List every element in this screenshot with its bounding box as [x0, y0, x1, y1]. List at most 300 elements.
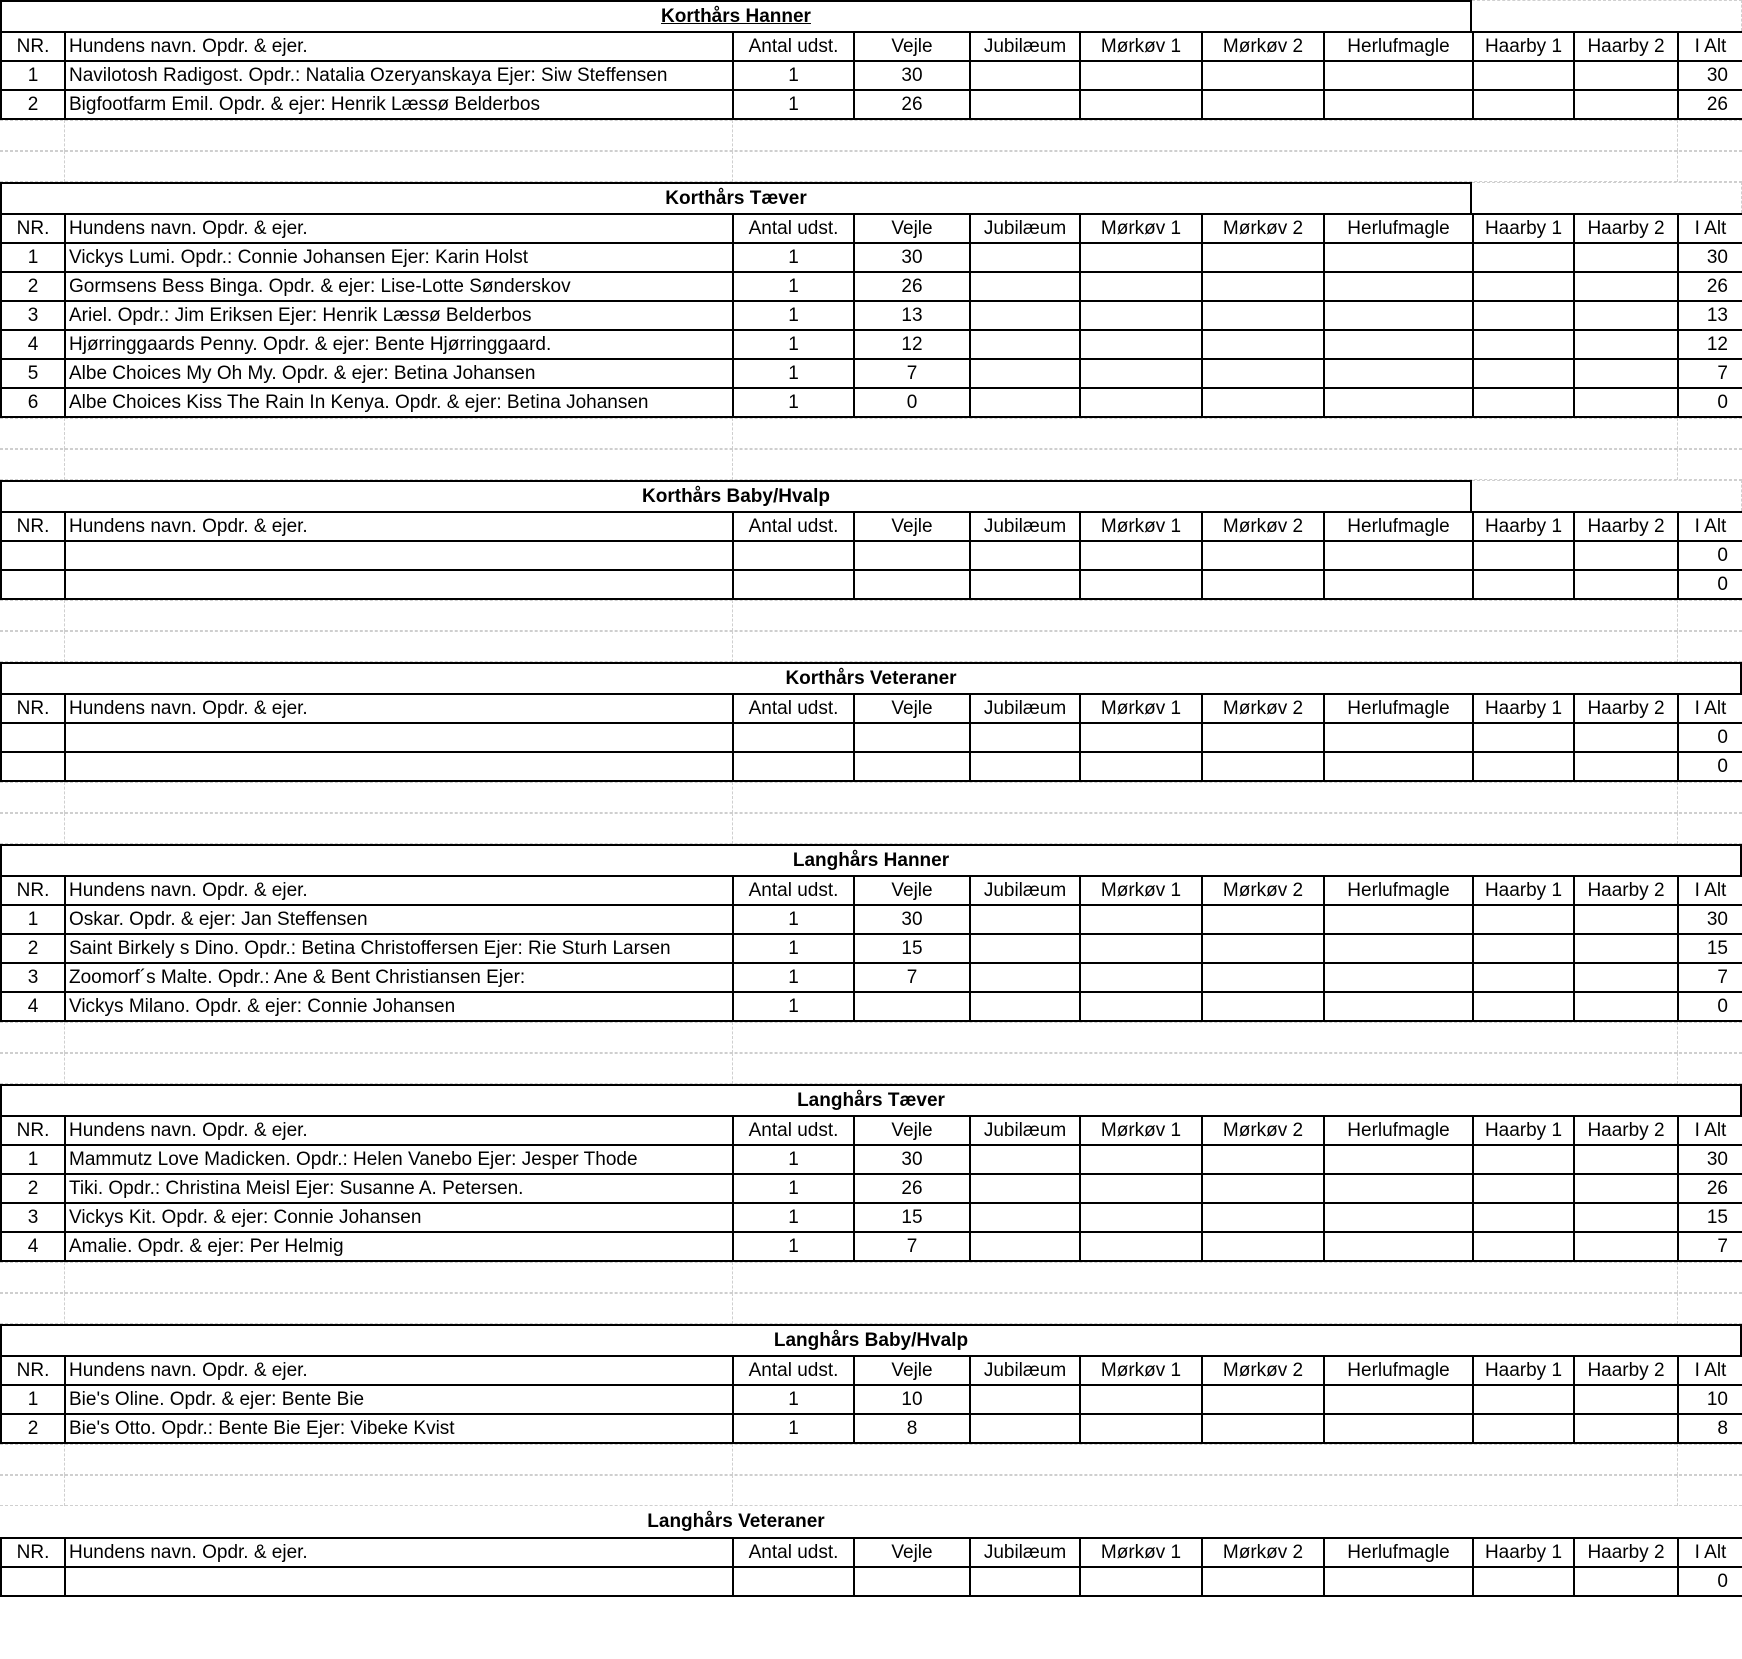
cell-name[interactable]: Ariel. Opdr.: Jim Eriksen Ejer: Henrik Læssø Belderbos [65, 301, 733, 330]
cell-haarby-2[interactable] [1574, 992, 1678, 1021]
cell-herlufmagle[interactable] [1324, 330, 1473, 359]
cell-herlufmagle[interactable] [1324, 61, 1473, 90]
cell-jubilaeum[interactable] [970, 272, 1080, 301]
cell-i-alt[interactable]: 0 [1678, 1567, 1742, 1596]
column-header-name: Hundens navn. Opdr. & ejer. [65, 512, 733, 541]
cell-herlufmagle[interactable] [1324, 359, 1473, 388]
cell-antal-udst[interactable]: 1 [733, 243, 854, 272]
cell-haarby-2[interactable] [1574, 723, 1678, 752]
column-header-i-alt: I Alt [1678, 876, 1742, 905]
cell-haarby-1[interactable] [1473, 359, 1574, 388]
cell-morkov-2[interactable] [1202, 272, 1324, 301]
cell-antal-udst[interactable]: 1 [733, 1174, 854, 1203]
column-header-name: Hundens navn. Opdr. & ejer. [65, 1538, 733, 1567]
cell-haarby-2[interactable] [1574, 1414, 1678, 1443]
cell-haarby-1[interactable] [1473, 388, 1574, 417]
cell-name[interactable]: Oskar. Opdr. & ejer: Jan Steffensen [65, 905, 733, 934]
cell-morkov-1[interactable] [1080, 1385, 1202, 1414]
cell-jubilaeum[interactable] [970, 1567, 1080, 1596]
cell-haarby-1[interactable] [1473, 934, 1574, 963]
column-header-nr: NR. [1, 876, 65, 905]
cell-vejle[interactable]: 13 [854, 301, 970, 330]
cell-antal-udst[interactable]: 1 [733, 1145, 854, 1174]
cell-name[interactable] [65, 541, 733, 570]
cell-morkov-1[interactable] [1080, 1232, 1202, 1261]
cell-vejle[interactable]: 7 [854, 963, 970, 992]
cell-morkov-1[interactable] [1080, 1145, 1202, 1174]
column-header-name: Hundens navn. Opdr. & ejer. [65, 214, 733, 243]
cell-i-alt[interactable]: 7 [1678, 963, 1742, 992]
cell-herlufmagle[interactable] [1324, 1232, 1473, 1261]
column-header-i-alt: I Alt [1678, 1116, 1742, 1145]
cell-haarby-2[interactable] [1574, 388, 1678, 417]
cell-haarby-1[interactable] [1473, 243, 1574, 272]
cell-herlufmagle[interactable] [1324, 90, 1473, 119]
cell-antal-udst[interactable]: 1 [733, 61, 854, 90]
cell-haarby-1[interactable] [1473, 61, 1574, 90]
cell-haarby-1[interactable] [1473, 723, 1574, 752]
cell-nr[interactable]: 2 [1, 1414, 65, 1443]
cell-i-alt[interactable]: 0 [1678, 541, 1742, 570]
cell-vejle[interactable] [854, 541, 970, 570]
cell-haarby-2[interactable] [1574, 301, 1678, 330]
cell-antal-udst[interactable]: 1 [733, 272, 854, 301]
table-section [0, 1506, 1742, 1597]
cell-name[interactable] [65, 752, 733, 781]
cell-antal-udst[interactable] [733, 723, 854, 752]
cell-antal-udst[interactable]: 1 [733, 934, 854, 963]
section-title-cell [0, 844, 1742, 875]
cell-vejle[interactable]: 10 [854, 1385, 970, 1414]
cell-vejle[interactable]: 26 [854, 272, 970, 301]
cell-jubilaeum[interactable] [970, 1385, 1080, 1414]
column-header-morkov-2: Mørkøv 2 [1202, 1356, 1324, 1385]
cell-antal-udst[interactable] [733, 570, 854, 599]
cell-morkov-1[interactable] [1080, 1414, 1202, 1443]
header-row [1, 876, 1742, 905]
cell-i-alt[interactable]: 0 [1678, 752, 1742, 781]
cell-antal-udst[interactable]: 1 [733, 1232, 854, 1261]
cell-haarby-1[interactable] [1473, 963, 1574, 992]
cell-nr[interactable] [1, 570, 65, 599]
cell-haarby-1[interactable] [1473, 1567, 1574, 1596]
cell-herlufmagle[interactable] [1324, 1203, 1473, 1232]
cell-morkov-1[interactable] [1080, 1203, 1202, 1232]
column-header-haarby-2: Haarby 2 [1574, 1356, 1678, 1385]
cell-herlufmagle[interactable] [1324, 905, 1473, 934]
cell-nr[interactable] [1, 1567, 65, 1596]
cell-nr[interactable] [1, 541, 65, 570]
column-header-haarby-1: Haarby 1 [1473, 1116, 1574, 1145]
table-row [1, 934, 1742, 963]
cell-morkov-2[interactable] [1202, 1145, 1324, 1174]
cell-morkov-1[interactable] [1080, 359, 1202, 388]
cell-jubilaeum[interactable] [970, 359, 1080, 388]
cell-i-alt[interactable]: 13 [1678, 301, 1742, 330]
cell-antal-udst[interactable]: 1 [733, 992, 854, 1021]
cell-nr[interactable]: 1 [1, 905, 65, 934]
cell-name[interactable]: Vickys Kit. Opdr. & ejer: Connie Johansen [65, 1203, 733, 1232]
cell-nr[interactable]: 5 [1, 359, 65, 388]
cell-haarby-1[interactable] [1473, 570, 1574, 599]
cell-morkov-1[interactable] [1080, 1567, 1202, 1596]
cell-herlufmagle[interactable] [1324, 1145, 1473, 1174]
cell-i-alt[interactable]: 10 [1678, 1385, 1742, 1414]
cell-morkov-2[interactable] [1202, 1174, 1324, 1203]
header-row [1, 694, 1742, 723]
cell-name[interactable]: Albe Choices Kiss The Rain In Kenya. Opdr. & ejer: Betina Johansen [65, 388, 733, 417]
cell-name[interactable] [65, 1567, 733, 1596]
cell-i-alt[interactable]: 8 [1678, 1414, 1742, 1443]
cell-antal-udst[interactable]: 1 [733, 388, 854, 417]
cell-vejle[interactable] [854, 570, 970, 599]
cell-morkov-2[interactable] [1202, 388, 1324, 417]
column-header-morkov-1: Mørkøv 1 [1080, 1116, 1202, 1145]
column-header-morkov-1: Mørkøv 1 [1080, 512, 1202, 541]
cell-haarby-2[interactable] [1574, 1174, 1678, 1203]
cell-nr[interactable]: 4 [1, 992, 65, 1021]
cell-morkov-2[interactable] [1202, 905, 1324, 934]
cell-nr[interactable]: 1 [1, 61, 65, 90]
cell-jubilaeum[interactable] [970, 1174, 1080, 1203]
cell-nr[interactable]: 3 [1, 301, 65, 330]
cell-vejle[interactable]: 15 [854, 934, 970, 963]
cell-i-alt[interactable]: 26 [1678, 1174, 1742, 1203]
cell-haarby-1[interactable] [1473, 301, 1574, 330]
cell-herlufmagle[interactable] [1324, 1174, 1473, 1203]
cell-morkov-2[interactable] [1202, 330, 1324, 359]
cell-jubilaeum[interactable] [970, 301, 1080, 330]
table-row [1, 359, 1742, 388]
column-header-herlufmagle: Herlufmagle [1324, 1356, 1473, 1385]
cell-name[interactable]: Mammutz Love Madicken. Opdr.: Helen Vanebo Ejer: Jesper Thode [65, 1145, 733, 1174]
cell-morkov-2[interactable] [1202, 301, 1324, 330]
cell-vejle[interactable]: 12 [854, 330, 970, 359]
cell-jubilaeum[interactable] [970, 905, 1080, 934]
cell-name[interactable]: Zoomorf´s Malte. Opdr.: Ane & Bent Christiansen Ejer: [65, 963, 733, 992]
cell-haarby-1[interactable] [1473, 752, 1574, 781]
cell-morkov-2[interactable] [1202, 1567, 1324, 1596]
cell-antal-udst[interactable]: 1 [733, 90, 854, 119]
cell-morkov-1[interactable] [1080, 934, 1202, 963]
cell-morkov-2[interactable] [1202, 1232, 1324, 1261]
cell-herlufmagle[interactable] [1324, 272, 1473, 301]
cell-haarby-1[interactable] [1473, 992, 1574, 1021]
table-section [0, 0, 1742, 120]
cell-vejle[interactable] [854, 752, 970, 781]
cell-morkov-1[interactable] [1080, 905, 1202, 934]
cell-name[interactable] [65, 723, 733, 752]
cell-name[interactable]: Bie's Otto. Opdr.: Bente Bie Ejer: Vibeke Kvist [65, 1414, 733, 1443]
cell-morkov-2[interactable] [1202, 752, 1324, 781]
cell-nr[interactable]: 2 [1, 90, 65, 119]
cell-jubilaeum[interactable] [970, 963, 1080, 992]
cell-vejle[interactable]: 7 [854, 359, 970, 388]
cell-haarby-2[interactable] [1574, 1145, 1678, 1174]
cell-i-alt[interactable]: 26 [1678, 272, 1742, 301]
cell-nr[interactable]: 2 [1, 272, 65, 301]
cell-haarby-2[interactable] [1574, 752, 1678, 781]
cell-name[interactable]: Gormsens Bess Binga. Opdr. & ejer: Lise-Lotte Sønderskov [65, 272, 733, 301]
cell-antal-udst[interactable]: 1 [733, 963, 854, 992]
cell-herlufmagle[interactable] [1324, 388, 1473, 417]
cell-jubilaeum[interactable] [970, 992, 1080, 1021]
cell-i-alt[interactable]: 0 [1678, 723, 1742, 752]
empty-spacer-row [0, 1293, 1742, 1324]
cell-i-alt[interactable]: 30 [1678, 1145, 1742, 1174]
cell-herlufmagle[interactable] [1324, 934, 1473, 963]
cell-nr[interactable] [1, 723, 65, 752]
cell-vejle[interactable] [854, 723, 970, 752]
empty-spacer-row [0, 418, 1742, 449]
column-header-morkov-2: Mørkøv 2 [1202, 32, 1324, 61]
cell-antal-udst[interactable]: 1 [733, 301, 854, 330]
cell-name[interactable] [65, 570, 733, 599]
cell-nr[interactable]: 4 [1, 330, 65, 359]
cell-morkov-1[interactable] [1080, 90, 1202, 119]
cell-vejle[interactable]: 7 [854, 1232, 970, 1261]
section-title-cell [0, 1506, 1472, 1537]
cell-vejle[interactable] [854, 1567, 970, 1596]
cell-haarby-1[interactable] [1473, 541, 1574, 570]
cell-jubilaeum[interactable] [970, 61, 1080, 90]
cell-haarby-1[interactable] [1473, 1414, 1574, 1443]
cell-herlufmagle[interactable] [1324, 1567, 1473, 1596]
cell-morkov-1[interactable] [1080, 272, 1202, 301]
cell-antal-udst[interactable]: 1 [733, 1203, 854, 1232]
column-header-nr: NR. [1, 214, 65, 243]
cell-antal-udst[interactable]: 1 [733, 1414, 854, 1443]
cell-morkov-2[interactable] [1202, 723, 1324, 752]
cell-vejle[interactable]: 8 [854, 1414, 970, 1443]
cell-vejle[interactable]: 30 [854, 61, 970, 90]
cell-antal-udst[interactable] [733, 541, 854, 570]
cell-name[interactable]: Vickys Milano. Opdr. & ejer: Connie Johansen [65, 992, 733, 1021]
cell-i-alt[interactable]: 30 [1678, 61, 1742, 90]
cell-jubilaeum[interactable] [970, 1232, 1080, 1261]
cell-haarby-2[interactable] [1574, 1567, 1678, 1596]
cell-jubilaeum[interactable] [970, 723, 1080, 752]
column-header-morkov-1: Mørkøv 1 [1080, 214, 1202, 243]
cell-haarby-2[interactable] [1574, 963, 1678, 992]
cell-name[interactable]: Amalie. Opdr. & ejer: Per Helmig [65, 1232, 733, 1261]
column-header-haarby-2: Haarby 2 [1574, 512, 1678, 541]
cell-jubilaeum[interactable] [970, 1203, 1080, 1232]
cell-morkov-1[interactable] [1080, 963, 1202, 992]
cell-i-alt[interactable]: 0 [1678, 388, 1742, 417]
results-table [0, 1537, 1742, 1597]
cell-haarby-1[interactable] [1473, 905, 1574, 934]
column-header-haarby-1: Haarby 1 [1473, 876, 1574, 905]
column-header-nr: NR. [1, 1116, 65, 1145]
column-header-nr: NR. [1, 32, 65, 61]
cell-jubilaeum[interactable] [970, 243, 1080, 272]
cell-i-alt[interactable]: 7 [1678, 1232, 1742, 1261]
cell-haarby-2[interactable] [1574, 934, 1678, 963]
table-row [1, 723, 1742, 752]
cell-nr[interactable]: 4 [1, 1232, 65, 1261]
cell-antal-udst[interactable] [733, 752, 854, 781]
cell-haarby-2[interactable] [1574, 541, 1678, 570]
cell-nr[interactable]: 2 [1, 934, 65, 963]
cell-morkov-2[interactable] [1202, 541, 1324, 570]
cell-nr[interactable]: 3 [1, 1203, 65, 1232]
cell-haarby-2[interactable] [1574, 272, 1678, 301]
cell-haarby-2[interactable] [1574, 1203, 1678, 1232]
cell-vejle[interactable] [854, 992, 970, 1021]
column-header-morkov-1: Mørkøv 1 [1080, 1538, 1202, 1567]
cell-haarby-2[interactable] [1574, 1232, 1678, 1261]
table-section [0, 844, 1742, 1022]
cell-haarby-1[interactable] [1473, 90, 1574, 119]
cell-antal-udst[interactable] [733, 1567, 854, 1596]
cell-herlufmagle[interactable] [1324, 1385, 1473, 1414]
cell-jubilaeum[interactable] [970, 1414, 1080, 1443]
cell-i-alt[interactable]: 7 [1678, 359, 1742, 388]
cell-i-alt[interactable]: 30 [1678, 243, 1742, 272]
results-table [0, 875, 1742, 1022]
section-title-cell [0, 0, 1472, 31]
cell-morkov-1[interactable] [1080, 301, 1202, 330]
cell-name[interactable]: Vickys Lumi. Opdr.: Connie Johansen Ejer: Karin Holst [65, 243, 733, 272]
column-header-antal-udst: Antal udst. [733, 1356, 854, 1385]
table-section [0, 480, 1742, 600]
cell-name[interactable]: Navilotosh Radigost. Opdr.: Natalia Ozeryanskaya Ejer: Siw Steffensen [65, 61, 733, 90]
cell-herlufmagle[interactable] [1324, 570, 1473, 599]
cell-i-alt[interactable]: 0 [1678, 570, 1742, 599]
cell-herlufmagle[interactable] [1324, 301, 1473, 330]
cell-haarby-1[interactable] [1473, 1145, 1574, 1174]
cell-haarby-1[interactable] [1473, 1385, 1574, 1414]
cell-nr[interactable]: 1 [1, 1145, 65, 1174]
cell-vejle[interactable]: 26 [854, 1174, 970, 1203]
cell-morkov-2[interactable] [1202, 61, 1324, 90]
cell-morkov-2[interactable] [1202, 570, 1324, 599]
cell-morkov-1[interactable] [1080, 541, 1202, 570]
cell-jubilaeum[interactable] [970, 570, 1080, 599]
cell-jubilaeum[interactable] [970, 752, 1080, 781]
cell-vejle[interactable]: 0 [854, 388, 970, 417]
cell-herlufmagle[interactable] [1324, 992, 1473, 1021]
cell-nr[interactable]: 2 [1, 1174, 65, 1203]
cell-i-alt[interactable]: 26 [1678, 90, 1742, 119]
cell-morkov-1[interactable] [1080, 723, 1202, 752]
cell-jubilaeum[interactable] [970, 541, 1080, 570]
cell-nr[interactable]: 6 [1, 388, 65, 417]
cell-jubilaeum[interactable] [970, 90, 1080, 119]
cell-herlufmagle[interactable] [1324, 963, 1473, 992]
cell-morkov-1[interactable] [1080, 992, 1202, 1021]
cell-haarby-2[interactable] [1574, 570, 1678, 599]
cell-morkov-2[interactable] [1202, 90, 1324, 119]
cell-name[interactable]: Tiki. Opdr.: Christina Meisl Ejer: Susanne A. Petersen. [65, 1174, 733, 1203]
empty-spacer-row [0, 1444, 1742, 1475]
cell-herlufmagle[interactable] [1324, 1414, 1473, 1443]
cell-haarby-2[interactable] [1574, 905, 1678, 934]
cell-i-alt[interactable]: 15 [1678, 934, 1742, 963]
table-row [1, 1174, 1742, 1203]
cell-haarby-2[interactable] [1574, 243, 1678, 272]
cell-haarby-1[interactable] [1473, 1174, 1574, 1203]
column-header-vejle: Vejle [854, 214, 970, 243]
column-header-morkov-1: Mørkøv 1 [1080, 876, 1202, 905]
cell-morkov-1[interactable] [1080, 570, 1202, 599]
cell-name[interactable]: Albe Choices My Oh My. Opdr. & ejer: Betina Johansen [65, 359, 733, 388]
cell-vejle[interactable]: 26 [854, 90, 970, 119]
cell-herlufmagle[interactable] [1324, 723, 1473, 752]
cell-jubilaeum[interactable] [970, 934, 1080, 963]
cell-jubilaeum[interactable] [970, 388, 1080, 417]
cell-vejle[interactable]: 30 [854, 905, 970, 934]
cell-nr[interactable]: 3 [1, 963, 65, 992]
cell-haarby-1[interactable] [1473, 1232, 1574, 1261]
cell-morkov-2[interactable] [1202, 1414, 1324, 1443]
cell-haarby-1[interactable] [1473, 272, 1574, 301]
cell-name[interactable]: Hjørringgaards Penny. Opdr. & ejer: Bente Hjørringgaard. [65, 330, 733, 359]
cell-i-alt[interactable]: 15 [1678, 1203, 1742, 1232]
cell-morkov-2[interactable] [1202, 934, 1324, 963]
cell-morkov-2[interactable] [1202, 963, 1324, 992]
cell-name[interactable]: Saint Birkely s Dino. Opdr.: Betina Christoffersen Ejer: Rie Sturh Larsen [65, 934, 733, 963]
cell-antal-udst[interactable]: 1 [733, 330, 854, 359]
cell-vejle[interactable]: 30 [854, 1145, 970, 1174]
cell-morkov-2[interactable] [1202, 243, 1324, 272]
cell-haarby-2[interactable] [1574, 90, 1678, 119]
cell-morkov-1[interactable] [1080, 61, 1202, 90]
cell-morkov-2[interactable] [1202, 992, 1324, 1021]
cell-antal-udst[interactable]: 1 [733, 905, 854, 934]
column-header-morkov-2: Mørkøv 2 [1202, 214, 1324, 243]
cell-i-alt[interactable]: 12 [1678, 330, 1742, 359]
cell-morkov-1[interactable] [1080, 388, 1202, 417]
cell-haarby-1[interactable] [1473, 330, 1574, 359]
cell-morkov-2[interactable] [1202, 1385, 1324, 1414]
results-table [0, 1115, 1742, 1262]
table-row [1, 541, 1742, 570]
cell-jubilaeum[interactable] [970, 1145, 1080, 1174]
cell-herlufmagle[interactable] [1324, 541, 1473, 570]
cell-morkov-1[interactable] [1080, 330, 1202, 359]
cell-vejle[interactable]: 30 [854, 243, 970, 272]
cell-morkov-2[interactable] [1202, 359, 1324, 388]
cell-nr[interactable]: 1 [1, 243, 65, 272]
cell-herlufmagle[interactable] [1324, 752, 1473, 781]
cell-name[interactable]: Bie's Oline. Opdr. & ejer: Bente Bie [65, 1385, 733, 1414]
cell-antal-udst[interactable]: 1 [733, 1385, 854, 1414]
cell-morkov-2[interactable] [1202, 1203, 1324, 1232]
column-header-haarby-2: Haarby 2 [1574, 214, 1678, 243]
cell-i-alt[interactable]: 30 [1678, 905, 1742, 934]
cell-morkov-1[interactable] [1080, 752, 1202, 781]
column-header-vejle: Vejle [854, 1116, 970, 1145]
cell-herlufmagle[interactable] [1324, 243, 1473, 272]
cell-haarby-2[interactable] [1574, 1385, 1678, 1414]
cell-morkov-1[interactable] [1080, 1174, 1202, 1203]
cell-morkov-1[interactable] [1080, 243, 1202, 272]
cell-haarby-2[interactable] [1574, 359, 1678, 388]
table-section [0, 1324, 1742, 1444]
cell-nr[interactable] [1, 752, 65, 781]
cell-haarby-2[interactable] [1574, 330, 1678, 359]
cell-haarby-2[interactable] [1574, 61, 1678, 90]
cell-jubilaeum[interactable] [970, 330, 1080, 359]
cell-antal-udst[interactable]: 1 [733, 359, 854, 388]
cell-i-alt[interactable]: 0 [1678, 992, 1742, 1021]
cell-name[interactable]: Bigfootfarm Emil. Opdr. & ejer: Henrik Læssø Belderbos [65, 90, 733, 119]
cell-nr[interactable]: 1 [1, 1385, 65, 1414]
cell-haarby-1[interactable] [1473, 1203, 1574, 1232]
cell-vejle[interactable]: 15 [854, 1203, 970, 1232]
